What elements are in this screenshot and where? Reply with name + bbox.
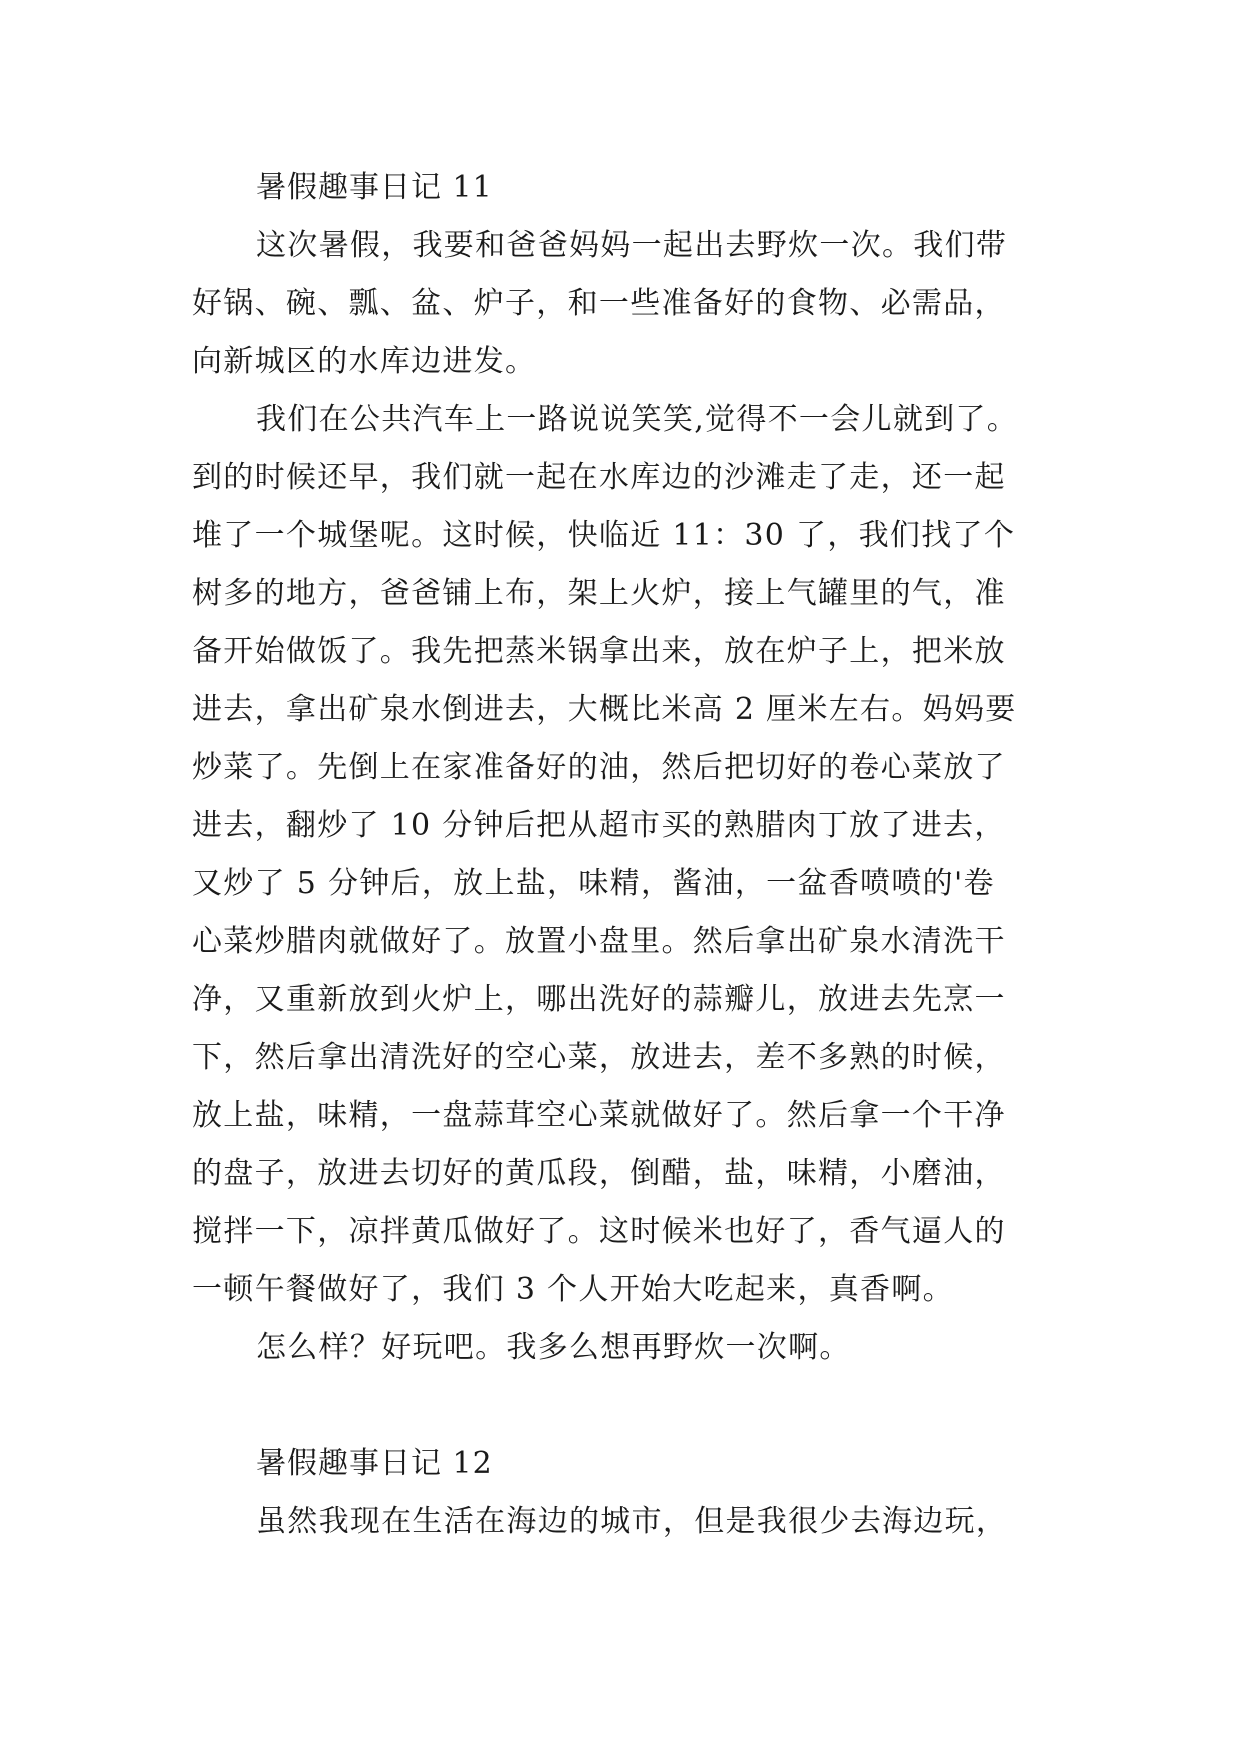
paragraph-line: 虽然我现在生活在海边的城市，但是我很少去海边玩， xyxy=(256,1504,1008,1539)
paragraph-line: 下，然后拿出清洗好的空心菜，放进去，差不多熟的时候， xyxy=(192,1040,1006,1075)
paragraph-line: 向新城区的水库边进发。 xyxy=(192,344,537,379)
paragraph-line: 树多的地方，爸爸铺上布，架上火炉，接上气罐里的气，准 xyxy=(192,576,1006,611)
paragraph-line: 进去，翻炒了 10 分钟后把从超市买的熟腊肉丁放了进去， xyxy=(192,808,1006,843)
diary-title-12: 暑假趣事日记 12 xyxy=(256,1446,493,1481)
paragraph-line: 好锅、碗、瓢、盆、炉子，和一些准备好的食物、必需品， xyxy=(192,286,1006,321)
paragraph-line: 备开始做饭了。我先把蒸米锅拿出来，放在炉子上，把米放 xyxy=(192,634,1006,669)
paragraph-line: 放上盐，味精，一盘蒜茸空心菜就做好了。然后拿一个干净 xyxy=(192,1098,1006,1133)
paragraph-line: 搅拌一下，凉拌黄瓜做好了。这时候米也好了，香气逼人的 xyxy=(192,1214,1006,1249)
paragraph-line: 进去，拿出矿泉水倒进去，大概比米高 2 厘米左右。妈妈要 xyxy=(192,692,1017,727)
paragraph-line: 到的时候还早，我们就一起在水库边的沙滩走了走，还一起 xyxy=(192,460,1006,495)
paragraph-line: 堆了一个城堡呢。这时候，快临近 11：30 了，我们找了个 xyxy=(192,518,1016,553)
paragraph-line: 净，又重新放到火炉上，哪出洗好的蒜瓣儿，放进去先烹一 xyxy=(192,982,1006,1017)
paragraph-line: 的盘子，放进去切好的黄瓜段，倒醋，盐，味精，小磨油， xyxy=(192,1156,1006,1191)
paragraph-line: 一顿午餐做好了，我们 3 个人开始大吃起来，真香啊。 xyxy=(192,1272,954,1307)
diary-title-11: 暑假趣事日记 11 xyxy=(256,170,493,205)
paragraph-line: 炒菜了。先倒上在家准备好的油，然后把切好的卷心菜放了 xyxy=(192,750,1006,785)
paragraph-line: 这次暑假，我要和爸爸妈妈一起出去野炊一次。我们带 xyxy=(256,228,1008,263)
paragraph-line: 又炒了 5 分钟后，放上盐，味精，酱油，一盆香喷喷的'卷 xyxy=(192,866,995,901)
paragraph-line: 心菜炒腊肉就做好了。放置小盘里。然后拿出矿泉水清洗干 xyxy=(192,924,1006,959)
paragraph-line: 怎么样？好玩吧。我多么想再野炊一次啊。 xyxy=(256,1330,851,1365)
paragraph-line: 我们在公共汽车上一路说说笑笑,觉得不一会儿就到了。 xyxy=(256,402,1019,437)
